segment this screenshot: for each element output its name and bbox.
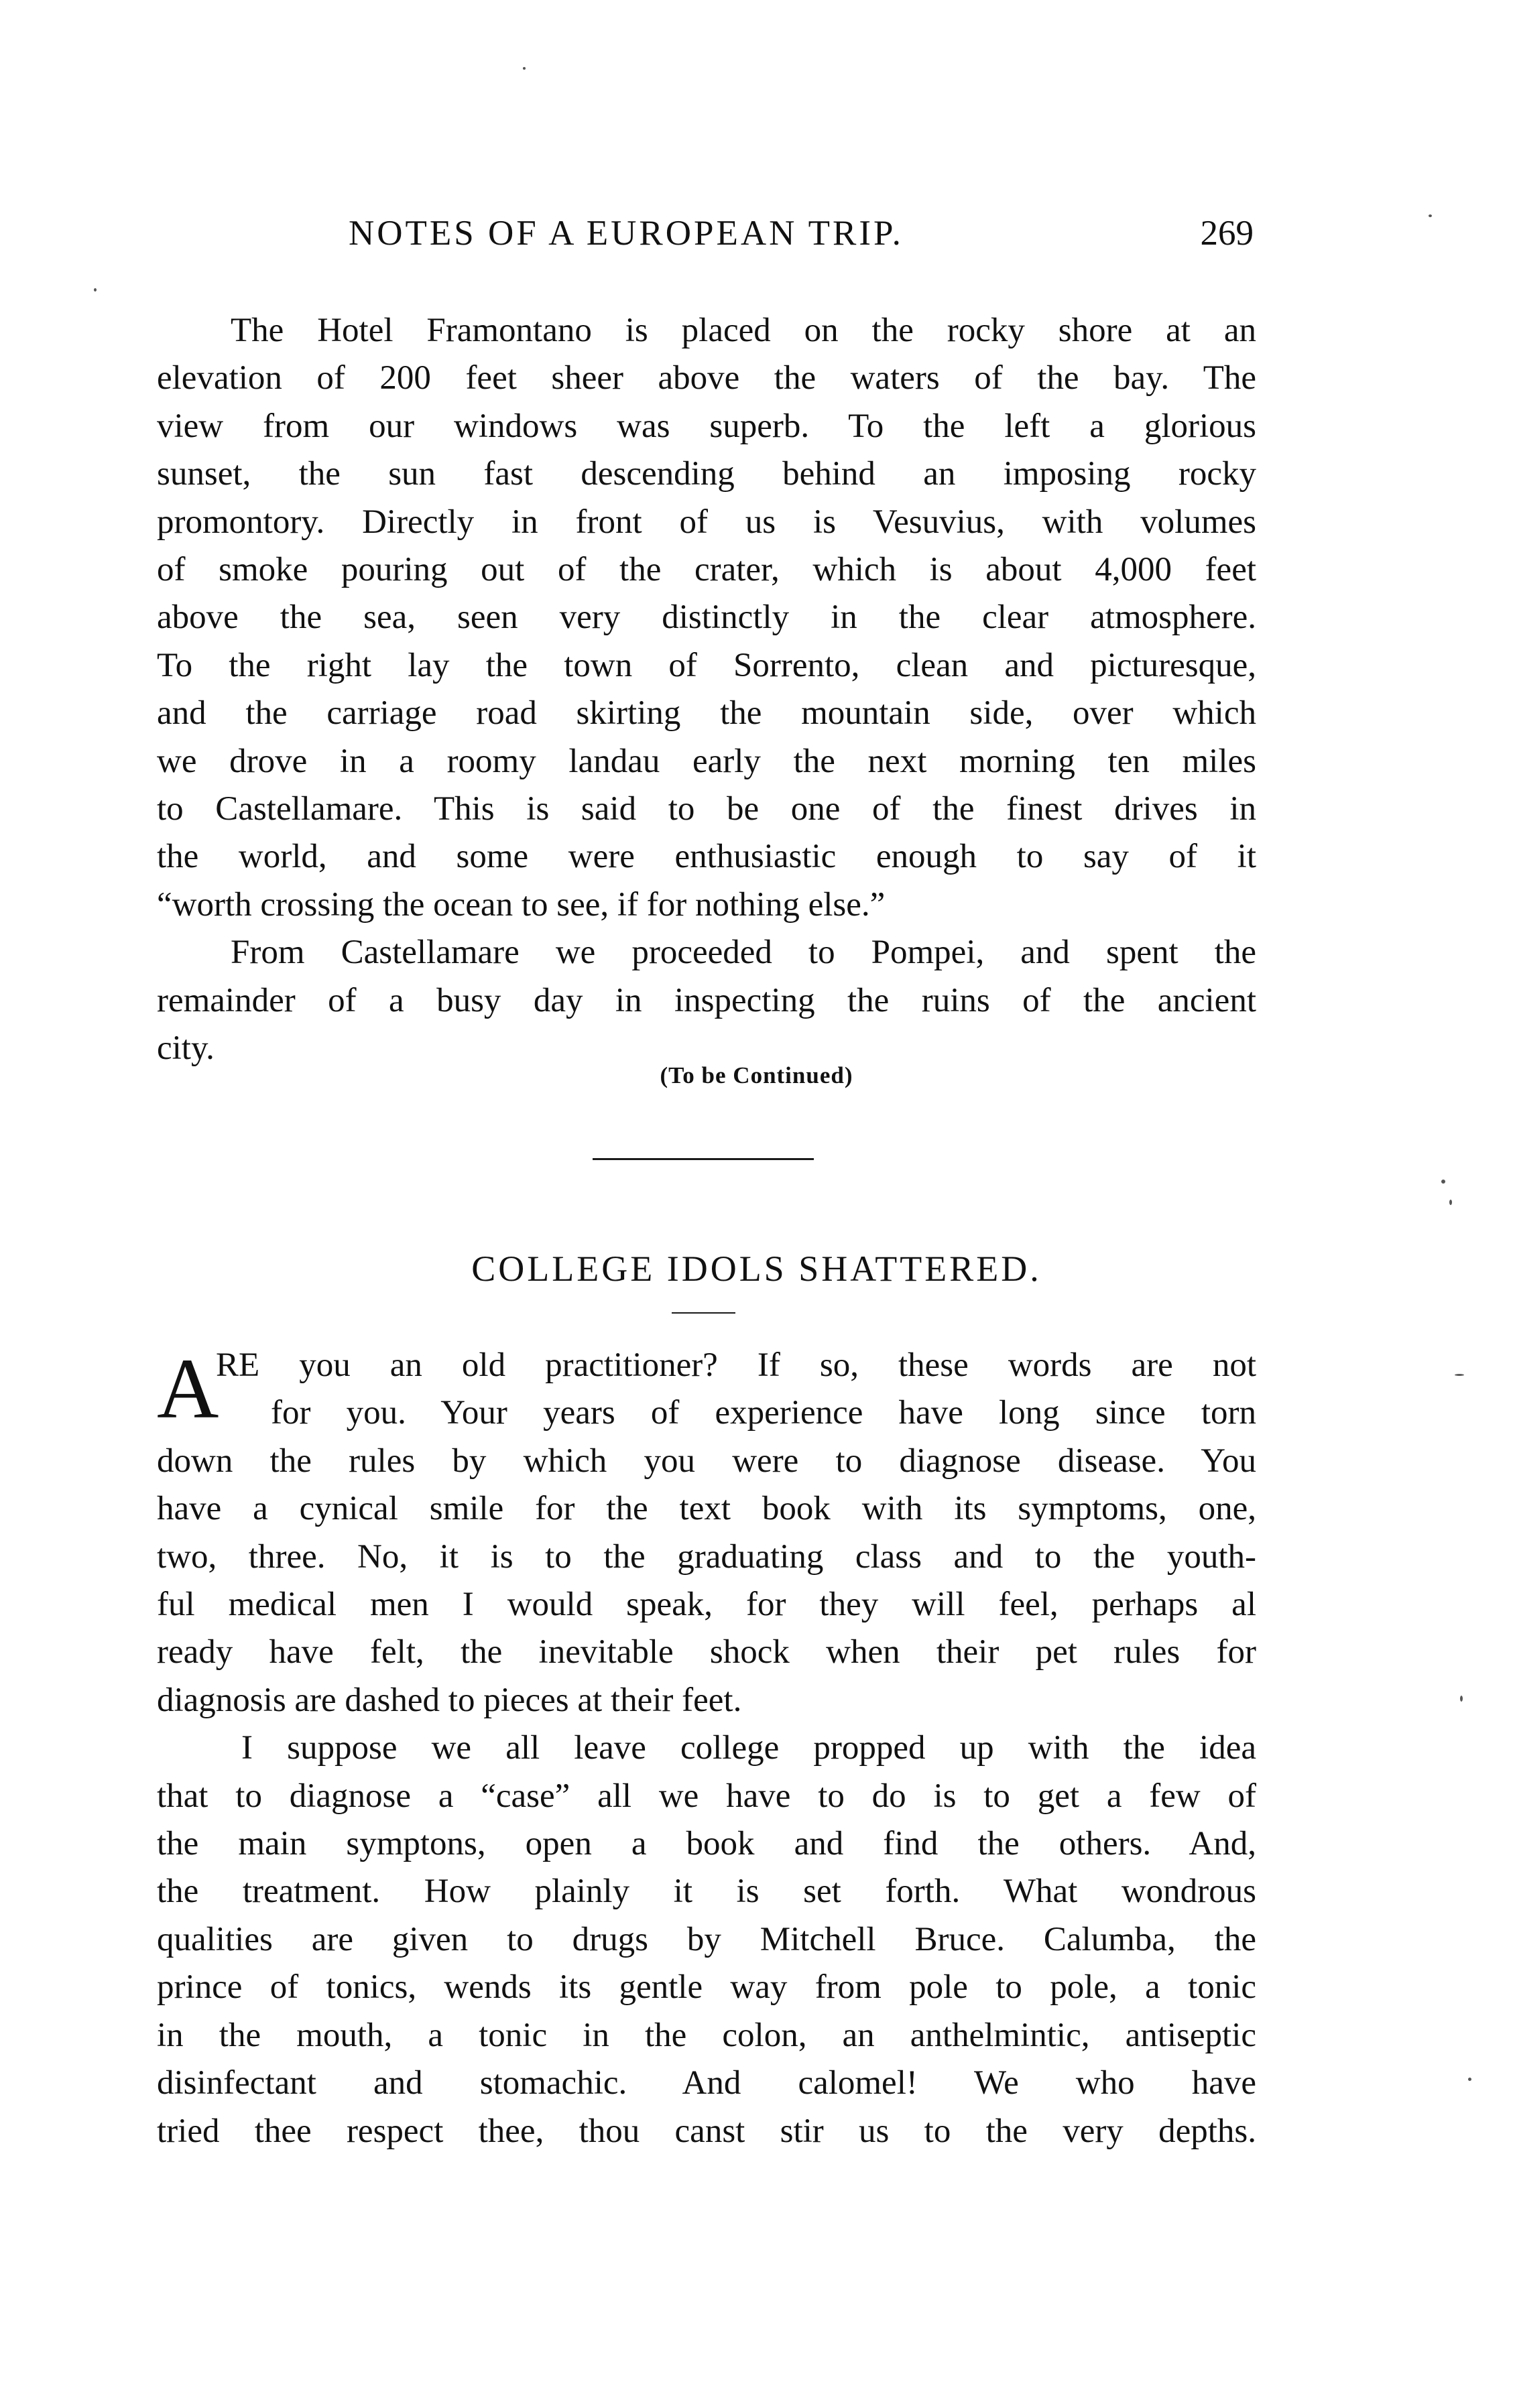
article-college-paragraph-1 xyxy=(157,1342,1256,1724)
text-line: have a cynical smile for the text book with its symptoms, one, xyxy=(157,1490,1256,1528)
text-line: the world, and some were enthusiastic enough to say of it xyxy=(157,838,1256,876)
text-line: view from our windows was superb. To the left a glorious xyxy=(157,407,1256,445)
text-line: promontory. Directly in front of us is Vesuvius, with volumes xyxy=(157,503,1256,541)
text-line: elevation of 200 feet sheer above the waters of the bay. The xyxy=(157,359,1256,397)
text-line: “worth crossing the ocean to see, if for nothing else.” xyxy=(157,885,886,924)
text-line: diagnosis are dashed to pieces at their feet. xyxy=(157,1681,742,1719)
text-line: the main symptons, open a book and find the others. And, xyxy=(157,1825,1256,1863)
section-divider-rule xyxy=(593,1158,814,1160)
text-line: RE you an old practitioner? If so, these words are not xyxy=(216,1346,1256,1384)
running-head-title: NOTES OF A EUROPEAN TRIP. xyxy=(349,214,904,253)
text-line: ready have felt, the inevitable shock when their pet rules for xyxy=(157,1633,1256,1671)
text-line: city. xyxy=(157,1029,215,1068)
article-notes-paragraph-2 xyxy=(157,929,1256,1072)
text-line: disinfectant and stomachic. And calomel! We who have xyxy=(157,2064,1256,2102)
scan-speck xyxy=(1468,2078,1471,2081)
drop-cap: A xyxy=(157,1341,219,1436)
scan-speck xyxy=(523,67,526,70)
article-college-body xyxy=(157,1342,1256,2155)
text-line: To the right lay the town of Sorrento, clean and picturesque, xyxy=(157,646,1256,684)
text-line: The Hotel Framontano is placed on the rocky shore at an xyxy=(231,312,1256,349)
text-line: remainder of a busy day in inspecting the ruins of the ancient xyxy=(157,981,1256,1019)
text-line: sunset, the sun fast descending behind an imposing rocky xyxy=(157,455,1256,493)
text-line: two, three. No, it is to the graduating class and to the youth- xyxy=(157,1537,1256,1576)
text-line: From Castellamare we proceeded to Pompei, and spent the xyxy=(231,934,1256,972)
text-line: in the mouth, a tonic in the colon, an anthelmintic, antiseptic xyxy=(157,2016,1256,2054)
scan-speck xyxy=(94,288,97,292)
page-number: 269 xyxy=(1200,214,1254,253)
scan-speck xyxy=(1429,214,1432,217)
article-notes-paragraph-1 xyxy=(157,307,1256,929)
text-line: ful medical men I would speak, for they will feel, perhaps al xyxy=(157,1586,1256,1624)
text-line: the treatment. How plainly it is set forth. What wondrous xyxy=(157,1873,1256,1911)
scan-speck xyxy=(1449,1200,1452,1205)
running-head xyxy=(349,213,1254,267)
text-line: and the carriage road skirting the mountain side, over which xyxy=(157,694,1256,733)
article-college-paragraph-2 xyxy=(157,1724,1256,2155)
to-be-continued-note: (To be Continued) xyxy=(660,1062,853,1088)
text-line: to Castellamare. This is said to be one of the finest drives in xyxy=(157,790,1256,828)
scan-speck xyxy=(1455,1374,1464,1376)
text-line: above the sea, seen very distinctly in the clear atmosphere. xyxy=(157,598,1256,637)
text-line: prince of tonics, wends its gentle way from pole to pole, a tonic xyxy=(157,1968,1256,2007)
title-underline-rule xyxy=(672,1312,735,1314)
scan-speck xyxy=(1441,1180,1445,1184)
text-line: down the rules by which you were to diagnose disease. You xyxy=(157,1442,1256,1480)
scan-speck xyxy=(1460,1696,1463,1702)
text-line: for you. Your years of experience have long since torn xyxy=(271,1394,1256,1432)
text-line: that to diagnose a “case” all we have to do is to get a few of xyxy=(157,1777,1256,1815)
article-notes-body xyxy=(157,307,1256,1073)
text-line: qualities are given to drugs by Mitchell Bruce. Calumba, the xyxy=(157,1920,1256,1958)
text-line: I suppose we all leave college propped up with the idea xyxy=(241,1729,1256,1767)
text-line: of smoke pouring out of the crater, which is about 4,000 feet xyxy=(157,551,1256,589)
article-title: COLLEGE IDOLS SHATTERED. xyxy=(471,1249,1042,1289)
text-line: tried thee respect thee, thou canst stir us to the very depths. xyxy=(157,2112,1256,2150)
text-line: we drove in a roomy landau early the next morning ten miles xyxy=(157,742,1256,780)
